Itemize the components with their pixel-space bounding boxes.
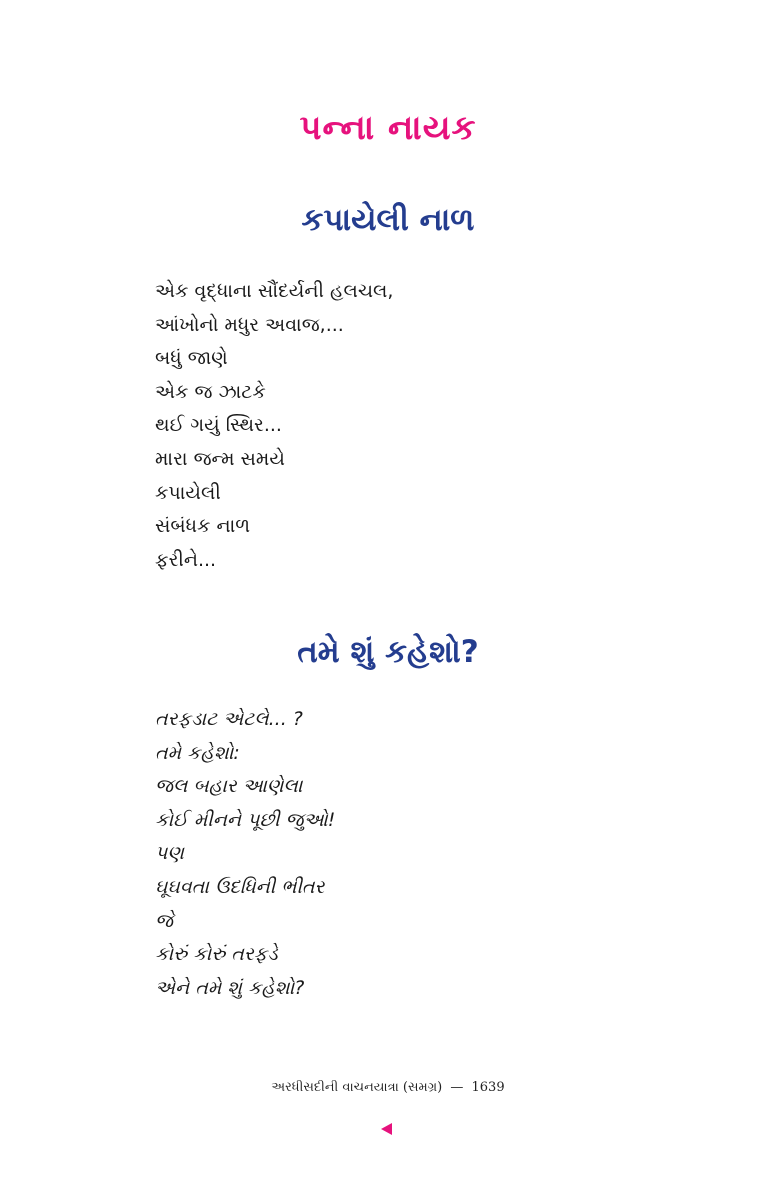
poem-2-body — [155, 703, 335, 1005]
poem-line: બધું જાણે — [155, 347, 228, 370]
poem-title-2: તમે શું કહેશો? — [297, 634, 479, 670]
page-footer — [0, 1080, 776, 1095]
poem-line: જલ બહાર આણેલા — [155, 775, 303, 798]
poem-line: પણ — [155, 842, 184, 865]
poem-line: કપાયેલી — [155, 481, 221, 504]
footer-separator: — — [450, 1080, 464, 1095]
page-number: 1639 — [471, 1080, 505, 1095]
author-name: પન્ના નાયક — [299, 108, 477, 148]
poem-line: એને તમે શું કહેશો? — [155, 976, 305, 999]
poem-title-1: કપાયેલી નાળ — [301, 202, 475, 238]
poem-line: ફરીને... — [155, 548, 217, 571]
poem-line: સંબંધક નાળ — [155, 515, 251, 538]
book-title: અરધીસદીની વાચનયાત્રા (સમગ્ર) — [271, 1080, 443, 1095]
poem-line: કોઈ મીનને પૂછી જુઓ! — [155, 808, 336, 831]
poem-line: આંખોનો મધુર અવાજ,... — [155, 313, 344, 336]
poem-line: તરફડાટ એટલે... ? — [155, 708, 303, 730]
poem-line: એક જ ઝાટકે — [155, 380, 266, 403]
poem-line: ઘૂઘવતા ઉદધિની ભીતર — [155, 875, 325, 898]
poem-line: તમે કહેશો: — [155, 741, 240, 764]
poem-1-body — [155, 275, 393, 577]
triangle-left-icon[interactable] — [381, 1123, 392, 1135]
poem-line: મારા જન્મ સમયે — [155, 447, 285, 470]
poem-line: એક વૃદ્ધાના સૌંદર્યની હલચલ, — [155, 280, 394, 302]
poem-line: કોરું કોરું તરફડે — [155, 943, 278, 966]
poem-line: જે — [155, 909, 173, 932]
poem-line: થઈ ગયું સ્થિર... — [155, 414, 282, 437]
